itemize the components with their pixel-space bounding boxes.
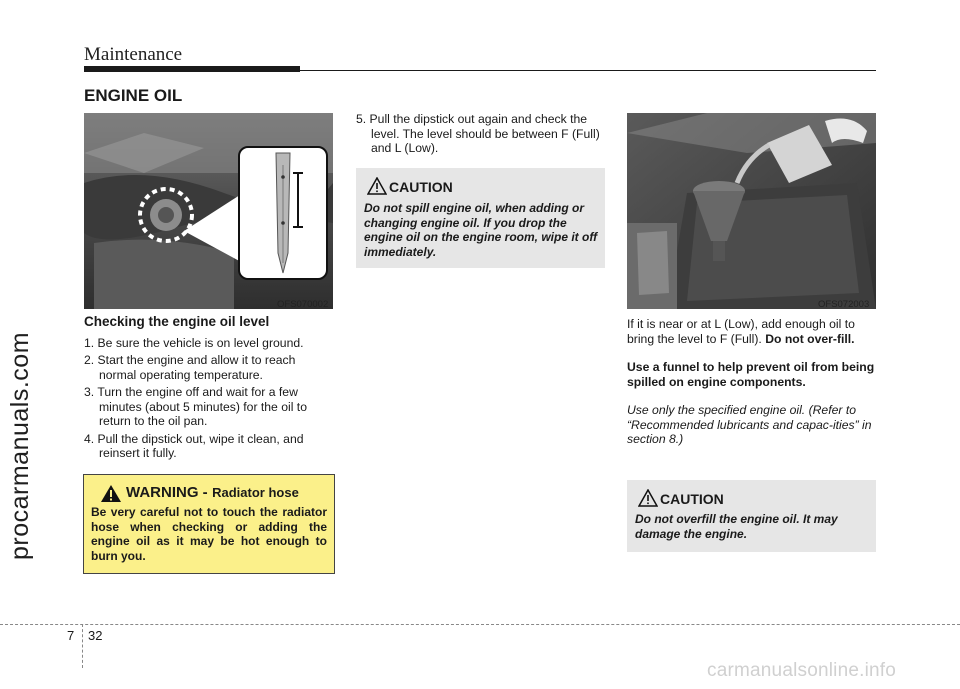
para-1-bold: Do not over-fill.: [765, 331, 855, 346]
caution-box-2: [627, 480, 876, 552]
column-1: [84, 315, 334, 464]
chapter-number: 7: [67, 628, 75, 643]
header-rule-thick: [84, 66, 300, 72]
subheading: Checking the engine oil level: [84, 314, 270, 329]
page-title: ENGINE OIL: [84, 86, 183, 105]
steps-list: [84, 336, 334, 461]
para-1: [627, 317, 877, 346]
para-2: Use a funnel to help prevent oil from being spilled on engine components.: [627, 360, 875, 389]
step-3: 3. Turn the engine off and wait for a few minutes (about 5 minutes) for the oil to return to the oil pan.: [84, 385, 307, 428]
para-1-text: If it is near or at L (Low), add enough oil to bring the level to F (Full).: [627, 317, 855, 346]
caution-title-1: CAUTION: [389, 179, 453, 195]
step-1: 1. Be sure the vehicle is on level ground.: [84, 335, 304, 350]
dipstick-photo: [84, 113, 333, 309]
warning-title: WARNING -: [126, 484, 208, 501]
caution-title-2: CAUTION: [660, 491, 724, 507]
caution-box-1: [356, 168, 605, 268]
caution-icon-2: [638, 489, 658, 512]
figure-label-left: OFS070002: [277, 299, 329, 310]
step-4: 4. Pull the dipstick out, wipe it clean, and reinsert it fully.: [84, 431, 304, 460]
column-3: [627, 317, 877, 447]
caution-body-1: Do not spill engine oil, when adding or changing engine oil. If you drop the engine oil on the engine room, wipe it off immediately.: [364, 201, 598, 259]
warning-body: Be very careful not to touch the radiator hose when checking or adding the engine oil as it may be hot enough to burn you.: [91, 505, 327, 563]
page-number: 32: [88, 628, 103, 643]
section-header: Maintenance: [84, 44, 183, 65]
figure-label-right: OFS072003: [818, 299, 870, 310]
side-watermark: procarmanuals.com: [6, 331, 34, 560]
bottom-watermark: carmanualsonline.info: [707, 660, 897, 681]
footer-divider: [82, 624, 83, 668]
header-rule-thin: [300, 70, 876, 71]
oil-fill-photo: [627, 113, 876, 309]
para-3: Use only the specified engine oil. (Refer to “Recommended lubricants and capac-ities” in section 8.): [627, 403, 872, 446]
warning-title-sub: Radiator hose: [212, 485, 299, 500]
warning-box: [83, 474, 335, 574]
step-5: 5. Pull the dipstick out again and check the level. The level should be between F (Full) and L (Low).: [356, 112, 600, 155]
step-2: 2. Start the engine and allow it to reach normal operating temperature.: [84, 353, 296, 382]
caution-icon: [367, 177, 387, 200]
footer-rule: [0, 624, 960, 625]
caution-body-2: Do not overfill the engine oil. It may damage the engine.: [635, 512, 838, 541]
